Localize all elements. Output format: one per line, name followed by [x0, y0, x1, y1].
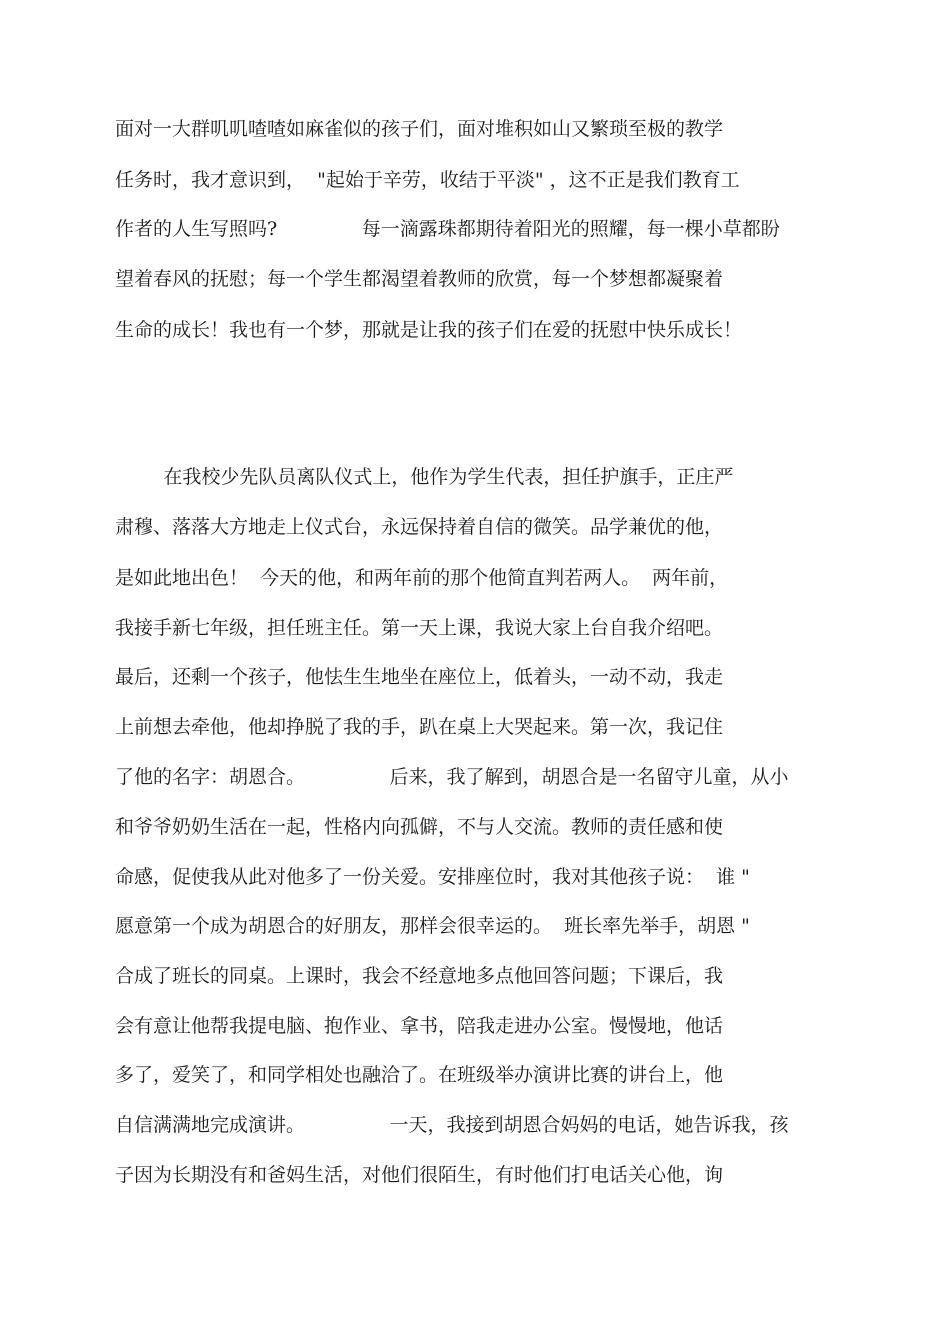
- text-line: 面对一大群叽叽喳喳如麻雀似的孩子们，面对堆积如山又繁琐至极的教学: [115, 118, 724, 140]
- text-line: 和爷爷奶奶生活在一起，性格内向孤僻，不与人交流。教师的责任感和使: [115, 816, 724, 838]
- text-line: 自信满满地完成演讲。 一天，我接到胡恩合妈妈的电话，她告诉我，孩: [115, 1114, 789, 1136]
- text-line: 在我校少先队员离队仪式上，他作为学生代表，担任护旗手，正庄严: [115, 466, 734, 488]
- text-line: 愿意第一个成为胡恩合的好朋友，那样会很幸运的。 班长率先举手，胡恩 ": [115, 915, 750, 937]
- text-line: 最后，还剩一个孩子，他怯生生地坐在座位上，低着头，一动不动，我走: [115, 666, 724, 688]
- text-line: 作者的人生写照吗? 每一滴露珠都期待着阳光的照耀，每一棵小草都盼: [115, 218, 780, 240]
- text-line: 了他的名字：胡恩合。 后来，我了解到，胡恩合是一名留守儿童，从小: [115, 766, 789, 788]
- text-line: 会有意让他帮我提电脑、抱作业、拿书，陪我走进办公室。慢慢地，他话: [115, 1015, 724, 1037]
- text-line: 我接手新七年级，担任班主任。第一天上课，我说大家上台自我介绍吧。: [115, 617, 724, 639]
- text-line: 是如此地出色！ 今天的他，和两年前的那个他简直判若两人。 两年前，: [115, 567, 729, 589]
- text-line: 任务时，我才意识到， "起始于辛劳，收结于平淡" ，这不正是我们教育工: [115, 169, 740, 191]
- text-line: 子因为长期没有和爸妈生活，对他们很陌生，有时他们打电话关心他，询: [115, 1164, 724, 1186]
- text-line: 多了，爱笑了，和同学相处也融洽了。在班级举办演讲比赛的讲台上，他: [115, 1064, 724, 1086]
- text-line: 肃穆、落落大方地走上仪式台，永远保持着自信的微笑。品学兼优的他，: [115, 516, 724, 538]
- text-line: 生命的成长！我也有一个梦，那就是让我的孩子们在爱的抚慰中快乐成长！: [115, 319, 743, 341]
- text-line: 命感，促使我从此对他多了一份关爱。安排座位时，我对其他孩子说： 谁 ": [115, 866, 750, 888]
- text-line: 望着春风的抚慰；每一个学生都渴望着教师的欣赏，每一个梦想都凝聚着: [115, 268, 724, 290]
- text-line: 上前想去牵他，他却挣脱了我的手，趴在桌上大哭起来。第一次，我记住: [115, 716, 724, 738]
- text-line: 合成了班长的同桌。上课时，我会不经意地多点他回答问题；下课后，我: [115, 965, 724, 987]
